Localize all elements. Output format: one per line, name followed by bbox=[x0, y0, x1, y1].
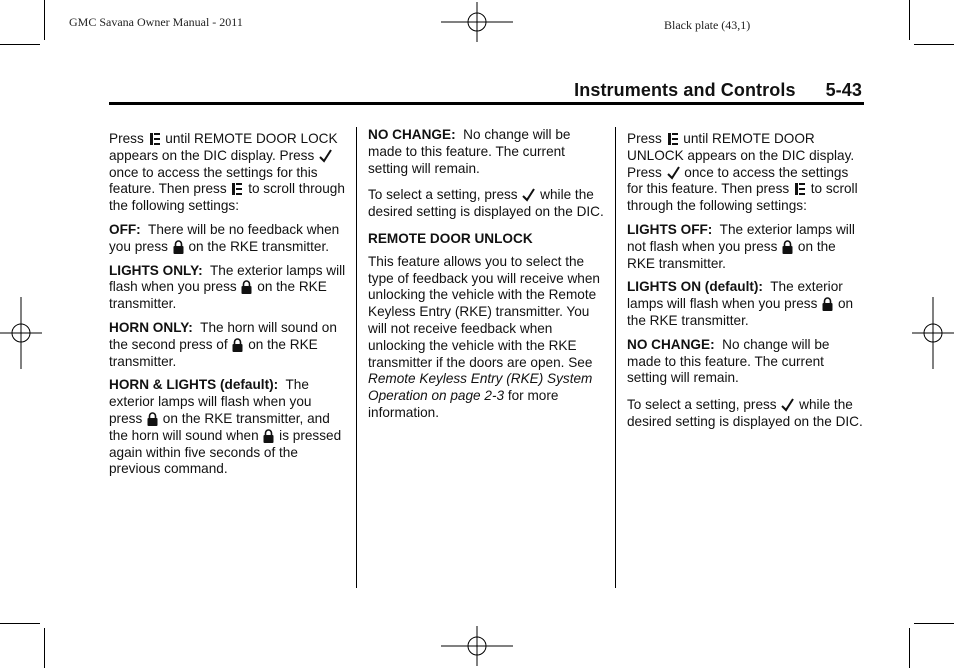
lock-icon bbox=[232, 338, 243, 352]
text: No change will be made to this feature. The current setting will remain. bbox=[627, 336, 830, 386]
header-rule bbox=[109, 102, 864, 105]
column-divider bbox=[615, 127, 616, 588]
text: The exterior lamps will flash when you press bbox=[109, 377, 312, 426]
crop-mark bbox=[909, 628, 910, 668]
term-label: LIGHTS ON (default): bbox=[627, 279, 763, 295]
checkmark-icon bbox=[667, 166, 680, 180]
text: on the RKE transmitter. bbox=[627, 238, 836, 271]
text: The exterior lamps will flash when you press bbox=[109, 262, 346, 295]
plate-label: Black plate (43,1) bbox=[664, 18, 751, 32]
paragraph bbox=[627, 131, 863, 215]
text: To select a setting, press bbox=[627, 397, 781, 413]
paragraph bbox=[109, 320, 347, 370]
manual-title: GMC Savana Owner Manual - 2011 bbox=[69, 15, 243, 29]
crop-mark bbox=[44, 0, 45, 40]
paragraph bbox=[627, 222, 863, 272]
paragraph bbox=[109, 377, 347, 478]
registration-mark-icon bbox=[441, 626, 513, 666]
term-label: OFF: bbox=[109, 221, 141, 237]
lock-icon bbox=[822, 297, 833, 311]
checkmark-icon bbox=[522, 188, 535, 202]
text: Press bbox=[109, 131, 148, 146]
text: on the RKE transmitter. bbox=[627, 296, 854, 328]
registration-mark-icon bbox=[0, 297, 42, 369]
term-label: NO CHANGE: bbox=[368, 127, 456, 142]
column-right bbox=[627, 131, 863, 438]
term-label: HORN ONLY: bbox=[109, 319, 193, 335]
section-title bbox=[574, 80, 862, 101]
paragraph bbox=[109, 263, 347, 313]
section-name: Instruments and Controls bbox=[574, 80, 796, 100]
lock-icon bbox=[263, 429, 274, 443]
column-divider bbox=[356, 127, 357, 588]
menu-select-icon bbox=[231, 182, 243, 196]
text: once to access the settings for this feature. Then press bbox=[109, 164, 318, 197]
text: No change will be made to this feature. The current setting will remain. bbox=[368, 127, 571, 176]
crop-mark bbox=[914, 623, 954, 624]
registration-mark-icon bbox=[912, 297, 954, 369]
text: To select a setting, press bbox=[368, 187, 522, 203]
term-label: NO CHANGE: bbox=[627, 336, 715, 352]
paragraph bbox=[368, 127, 604, 177]
text: while the desired setting is displayed on the DIC. bbox=[627, 397, 863, 429]
column-middle bbox=[368, 127, 604, 429]
text: on the RKE transmitter. bbox=[109, 336, 318, 369]
checkmark-icon bbox=[319, 149, 332, 163]
registration-mark-icon bbox=[441, 2, 513, 42]
page-number: 5-43 bbox=[825, 80, 862, 100]
paragraph bbox=[627, 337, 863, 387]
term-label: LIGHTS ONLY: bbox=[109, 262, 203, 278]
text: The horn will sound on the second press of bbox=[109, 319, 337, 352]
crop-mark bbox=[909, 0, 910, 40]
crop-mark bbox=[0, 44, 40, 45]
paragraph bbox=[109, 131, 347, 215]
text: until REMOTE DOOR LOCK appears on the DIC display. Press bbox=[109, 131, 338, 163]
text: once to access the settings for this feature. Then press bbox=[627, 164, 849, 197]
term-label: LIGHTS OFF: bbox=[627, 221, 713, 237]
lock-icon bbox=[782, 240, 793, 254]
menu-select-icon bbox=[794, 182, 806, 196]
lock-icon bbox=[173, 240, 184, 254]
lock-icon bbox=[147, 412, 158, 426]
text: to scroll through the following settings: bbox=[109, 181, 345, 214]
text: There will be no feedback when you press bbox=[109, 221, 340, 254]
text: on the RKE transmitter. bbox=[184, 238, 330, 254]
text: is pressed again within five seconds of the previous command. bbox=[109, 427, 342, 477]
paragraph bbox=[109, 222, 347, 256]
text: until REMOTE DOOR UNLOCK appears on the DIC display. Press bbox=[627, 131, 855, 180]
text: This feature allows you to select the type of feedback you will receive when unlocking the vehicle with the Remote Keyless Entry (RKE) transmitter. You will not receive feedback when unlocking the vehicle with the RKE transmitter if the doors are open. See bbox=[368, 253, 600, 370]
checkmark-icon bbox=[781, 398, 794, 412]
paragraph bbox=[368, 254, 604, 422]
text: for more information. bbox=[368, 388, 559, 420]
crop-mark bbox=[0, 623, 40, 624]
paragraph bbox=[627, 397, 863, 431]
text: to scroll through the following settings: bbox=[627, 181, 858, 214]
text: The exterior lamps will flash when you press bbox=[627, 279, 843, 312]
text: The exterior lamps will not flash when you press bbox=[627, 221, 855, 254]
lock-icon bbox=[241, 280, 252, 294]
text: on the RKE transmitter. bbox=[109, 279, 327, 312]
column-left bbox=[109, 131, 347, 485]
paragraph bbox=[368, 187, 604, 221]
paragraph bbox=[627, 279, 863, 329]
term-label: HORN & LIGHTS (default): bbox=[109, 377, 279, 393]
cross-reference-link[interactable]: Remote Keyless Entry (RKE) System Operation on page 2-3 bbox=[368, 371, 593, 404]
menu-select-icon bbox=[149, 132, 161, 146]
text: while the desired setting is displayed on the DIC. bbox=[368, 187, 604, 220]
text: on the RKE transmitter, and the horn will sound when bbox=[109, 410, 330, 443]
crop-mark bbox=[44, 628, 45, 668]
menu-select-icon bbox=[667, 132, 679, 146]
section-heading: REMOTE DOOR UNLOCK bbox=[368, 230, 533, 246]
crop-mark bbox=[914, 44, 954, 45]
text: Press bbox=[627, 131, 666, 146]
